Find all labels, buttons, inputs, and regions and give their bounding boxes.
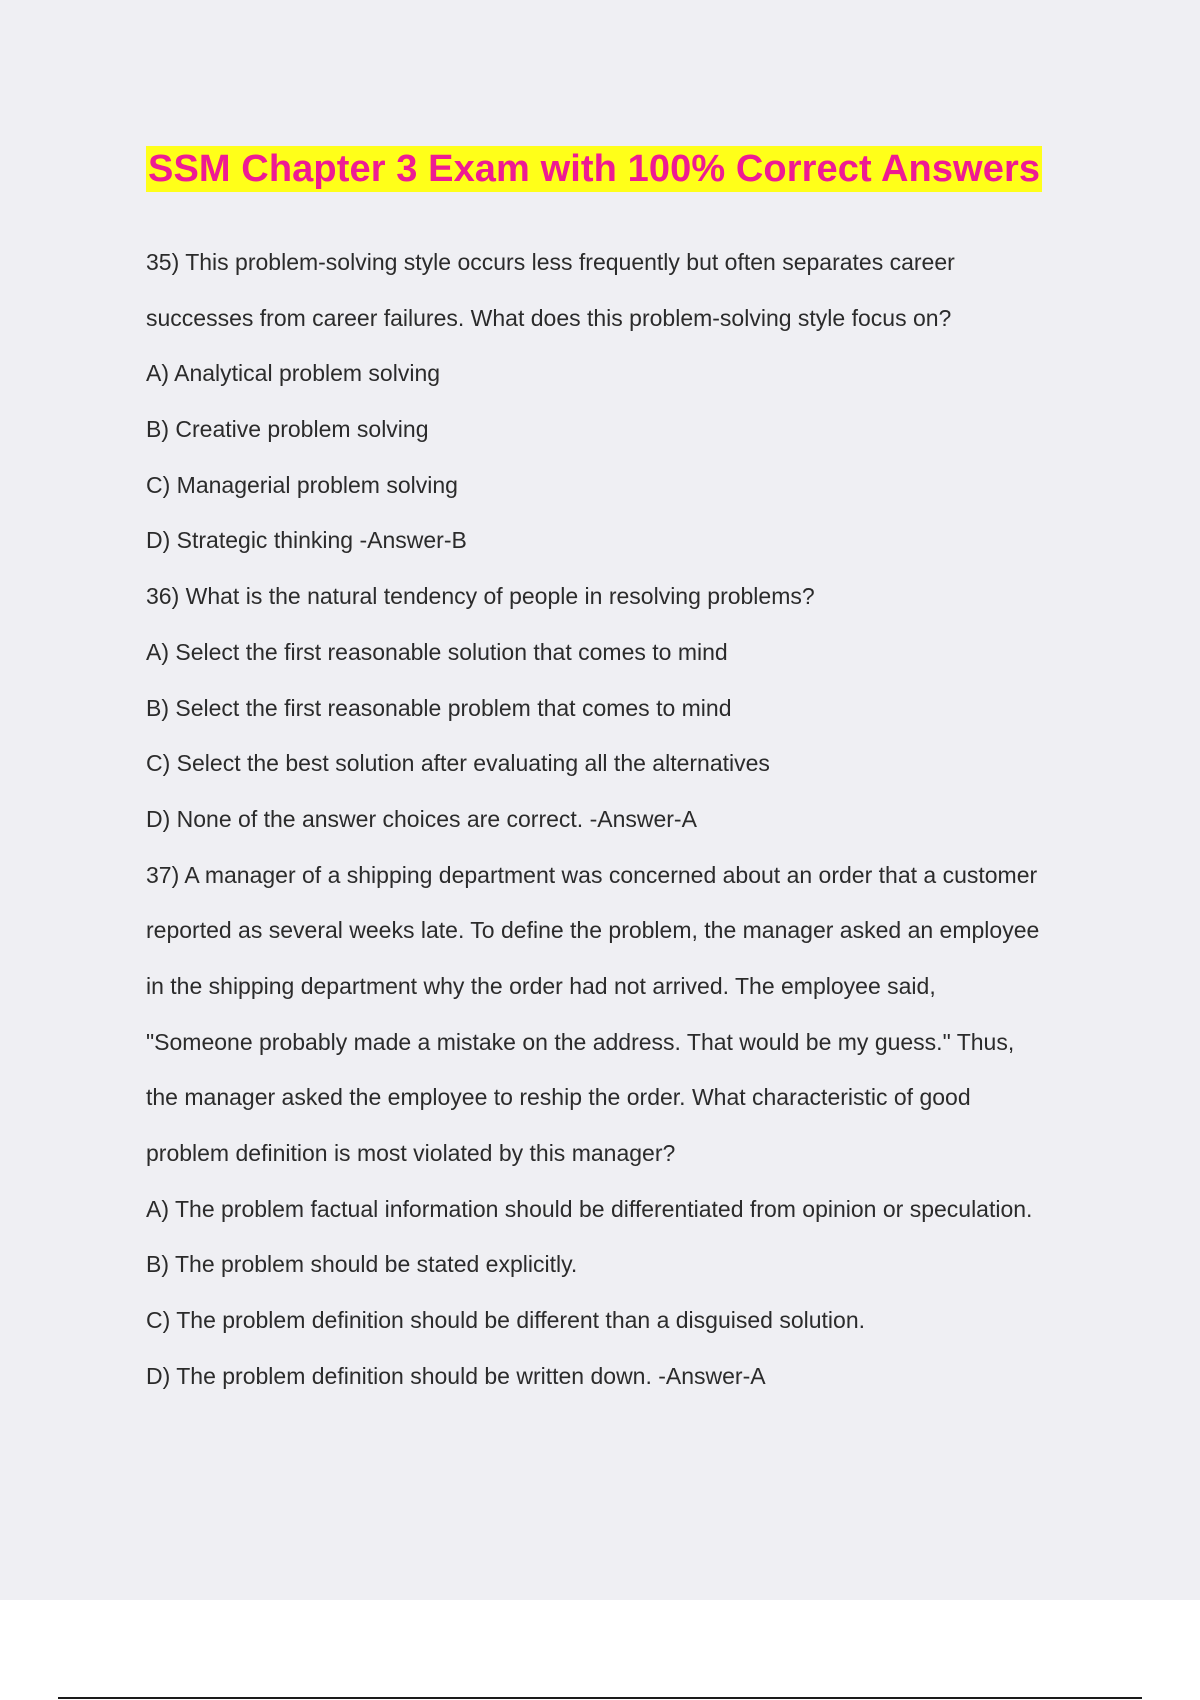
q35-option-d-answer: D) Strategic thinking -Answer-B (146, 527, 467, 554)
q36-option-c: C) Select the best solution after evaluating all the alternatives (146, 750, 770, 777)
q36-option-b: B) Select the first reasonable problem that comes to mind (146, 694, 732, 721)
q37-option-b: B) The problem should be stated explicitly. (146, 1251, 578, 1278)
q37-stem-line-2: reported as several weeks late. To define the problem, the manager asked an employee (146, 917, 1040, 944)
title-block (146, 146, 1042, 192)
document-title: SSM Chapter 3 Exam with 100% Correct Answers (148, 148, 1041, 190)
q35-stem-line-1: 35) This problem-solving style occurs less frequently but often separates career (146, 249, 955, 275)
question-list (146, 242, 1096, 1411)
q37-stem-line-6: problem definition is most violated by this manager? (146, 1140, 676, 1166)
q37-stem-line-4: "Someone probably made a mistake on the address. That would be my guess." Thus, (146, 1028, 1015, 1055)
q37-stem-line-1: 37) A manager of a shipping department was concerned about an order that a customer (146, 861, 1038, 888)
q35-option-c: C) Managerial problem solving (146, 471, 458, 498)
q37-stem-line-5: the manager asked the employee to reship the order. What characteristic of good (146, 1084, 971, 1111)
q37-stem-line-3: in the shipping department why the order had not arrived. The employee said, (146, 972, 936, 999)
q37-option-a: A) The problem factual information should be differentiated from opinion or speculation. (146, 1195, 1033, 1222)
q35-option-b: B) Creative problem solving (146, 416, 429, 443)
q37-option-c: C) The problem definition should be different than a disguised solution. (146, 1307, 865, 1334)
q36-option-a: A) Select the first reasonable solution that comes to mind (146, 638, 728, 665)
q36-stem: 36) What is the natural tendency of people in resolving problems? (146, 583, 815, 610)
q35-option-a: A) Analytical problem solving (146, 360, 441, 387)
footer-divider (58, 1697, 1142, 1699)
q35-stem-line-2: successes from career failures. What does this problem-solving style focus on? (146, 304, 952, 331)
q37-option-d-answer: D) The problem definition should be written down. -Answer-A (146, 1362, 766, 1389)
q36-option-d-answer: D) None of the answer choices are correct. -Answer-A (146, 805, 697, 832)
